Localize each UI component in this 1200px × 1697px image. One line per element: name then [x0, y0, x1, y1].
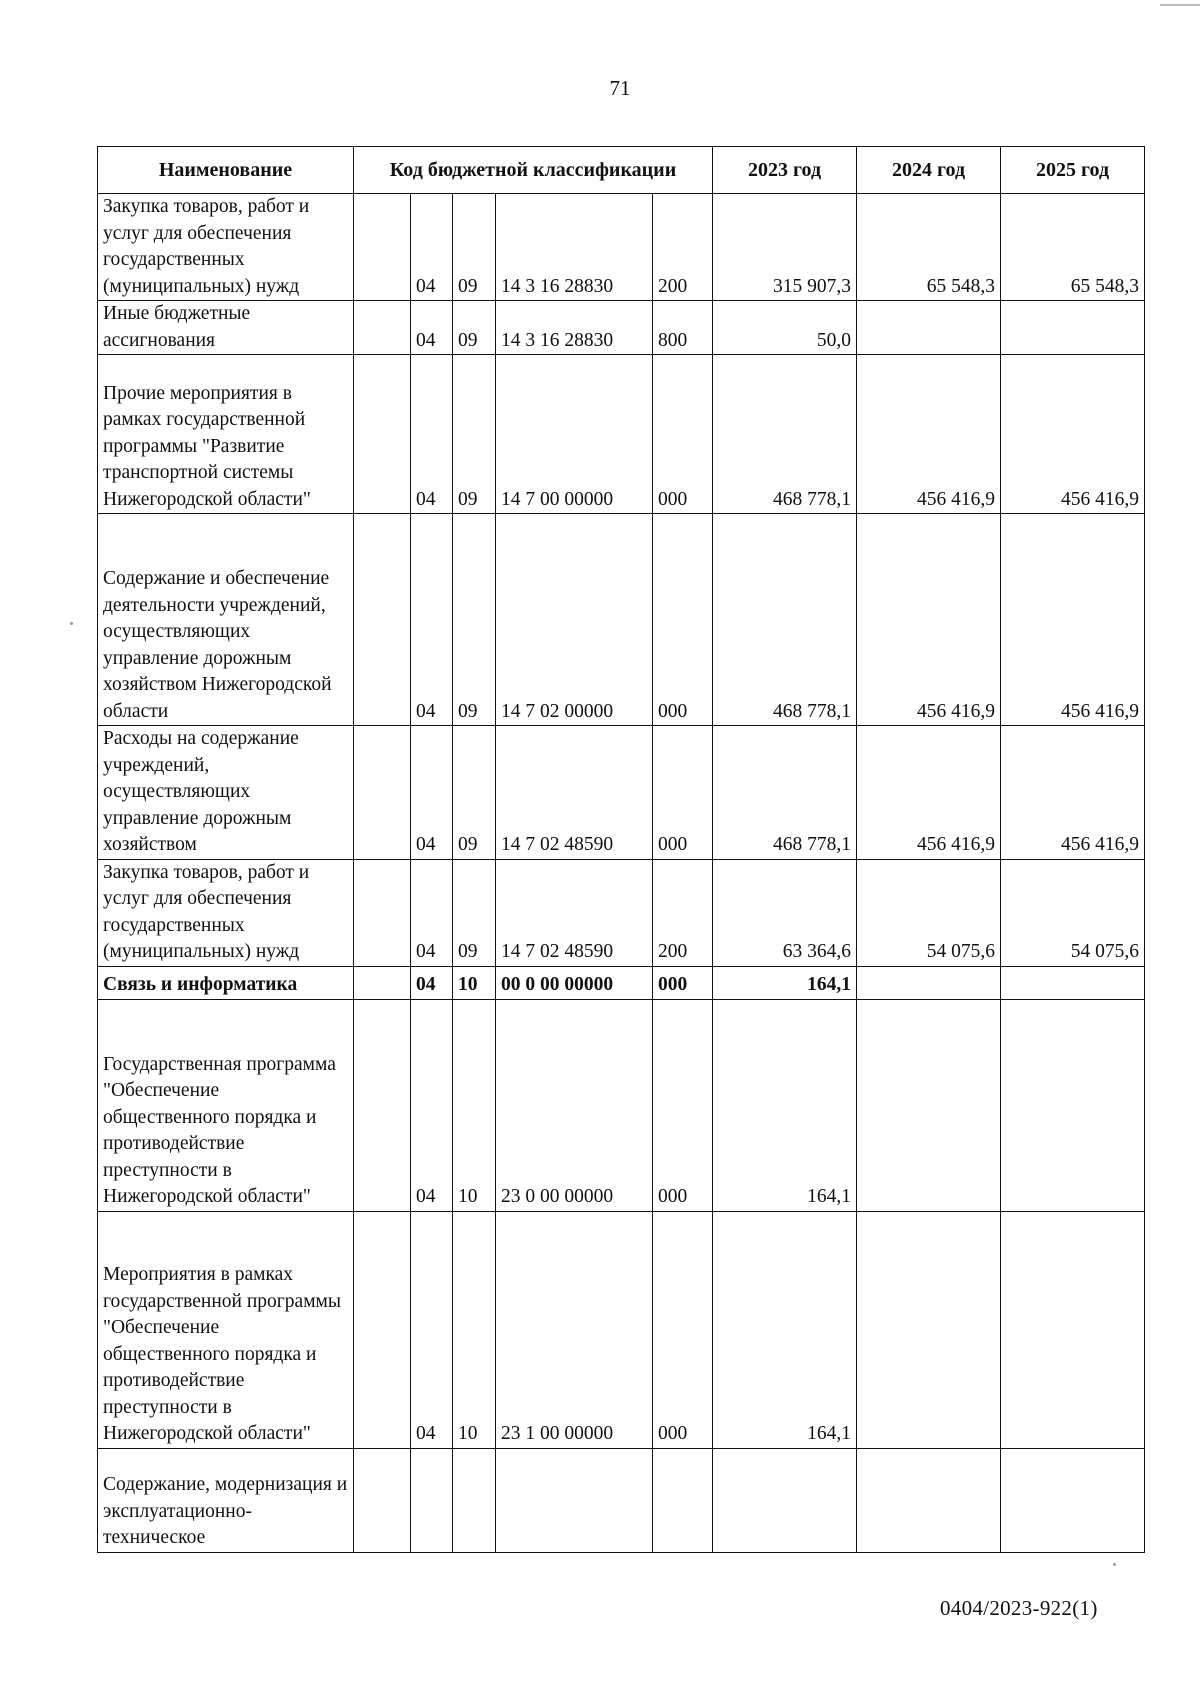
row-section: 04	[411, 194, 453, 301]
row-2023: 164,1	[713, 1211, 857, 1448]
row-type: 000	[653, 999, 713, 1211]
row-name: Прочие мероприятия в рамках государственной программы "Развитие транспортной системы Нижегородской области"	[98, 355, 354, 514]
row-name: Иные бюджетные ассигнования	[98, 301, 354, 355]
row-blank-cell	[354, 999, 411, 1211]
row-2024: 456 416,9	[857, 726, 1001, 860]
row-type: 200	[653, 194, 713, 301]
row-subsection: 09	[453, 514, 496, 726]
row-name: Связь и информатика	[98, 966, 354, 999]
table-row	[98, 301, 1145, 355]
row-2025	[1001, 966, 1145, 999]
row-section: 04	[411, 966, 453, 999]
row-2025	[1001, 1448, 1145, 1552]
row-2023: 164,1	[713, 999, 857, 1211]
row-section: 04	[411, 301, 453, 355]
header-code: Код бюджетной классификации	[354, 147, 713, 194]
table-row	[98, 1448, 1145, 1552]
scan-speck	[1113, 1563, 1116, 1566]
row-subsection: 10	[453, 999, 496, 1211]
row-2024: 54 075,6	[857, 859, 1001, 966]
row-2023: 164,1	[713, 966, 857, 999]
row-target: 14 3 16 28830	[496, 301, 653, 355]
table-row	[98, 1211, 1145, 1448]
header-2025: 2025 год	[1001, 147, 1145, 194]
row-name: Государственная программа "Обеспечение общественного порядка и противодействие преступности в Нижегородской области"	[98, 999, 354, 1211]
row-2023: 50,0	[713, 301, 857, 355]
row-2025: 54 075,6	[1001, 859, 1145, 966]
row-subsection: 09	[453, 301, 496, 355]
row-subsection: 09	[453, 355, 496, 514]
budget-table	[97, 146, 1145, 1553]
table-row	[98, 726, 1145, 860]
row-target: 00 0 00 00000	[496, 966, 653, 999]
row-2023: 468 778,1	[713, 726, 857, 860]
row-2024	[857, 966, 1001, 999]
row-section: 04	[411, 999, 453, 1211]
header-2024: 2024 год	[857, 147, 1001, 194]
row-blank-cell	[354, 1211, 411, 1448]
row-type: 000	[653, 1211, 713, 1448]
table-row	[98, 999, 1145, 1211]
row-2025: 456 416,9	[1001, 514, 1145, 726]
table-row	[98, 514, 1145, 726]
row-section: 04	[411, 859, 453, 966]
row-2025: 456 416,9	[1001, 726, 1145, 860]
row-2025: 456 416,9	[1001, 355, 1145, 514]
row-subsection	[453, 1448, 496, 1552]
page-number: 71	[609, 76, 631, 100]
row-section: 04	[411, 355, 453, 514]
row-2025	[1001, 301, 1145, 355]
row-section	[411, 1448, 453, 1552]
table-row	[98, 355, 1145, 514]
row-2024	[857, 301, 1001, 355]
row-name: Содержание, модернизация и эксплуатационно-техническое	[98, 1448, 354, 1552]
table-header-row	[98, 147, 1145, 194]
row-subsection: 10	[453, 1211, 496, 1448]
row-2024: 456 416,9	[857, 355, 1001, 514]
row-blank-cell	[354, 514, 411, 726]
row-section: 04	[411, 514, 453, 726]
row-2025: 65 548,3	[1001, 194, 1145, 301]
row-target	[496, 1448, 653, 1552]
row-name: Закупка товаров, работ и услуг для обеспечения государственных (муниципальных) нужд	[98, 859, 354, 966]
table-body	[98, 194, 1145, 1553]
row-2023	[713, 1448, 857, 1552]
row-target: 14 7 00 00000	[496, 355, 653, 514]
row-target: 23 1 00 00000	[496, 1211, 653, 1448]
row-blank-cell	[354, 859, 411, 966]
row-2024: 456 416,9	[857, 514, 1001, 726]
table-row	[98, 194, 1145, 301]
row-type: 200	[653, 859, 713, 966]
row-subsection: 09	[453, 194, 496, 301]
row-type	[653, 1448, 713, 1552]
row-target: 14 7 02 48590	[496, 859, 653, 966]
row-2023: 63 364,6	[713, 859, 857, 966]
row-type: 800	[653, 301, 713, 355]
row-2023: 315 907,3	[713, 194, 857, 301]
row-2023: 468 778,1	[713, 355, 857, 514]
row-blank-cell	[354, 194, 411, 301]
row-blank-cell	[354, 301, 411, 355]
row-section: 04	[411, 726, 453, 860]
row-target: 14 7 02 48590	[496, 726, 653, 860]
row-blank-cell	[354, 355, 411, 514]
row-name: Закупка товаров, работ и услуг для обеспечения государственных (муниципальных) нужд	[98, 194, 354, 301]
row-subsection: 10	[453, 966, 496, 999]
header-name: Наименование	[98, 147, 354, 194]
row-blank-cell	[354, 726, 411, 860]
row-2025	[1001, 1211, 1145, 1448]
row-type: 000	[653, 514, 713, 726]
row-type: 000	[653, 726, 713, 860]
row-name: Мероприятия в рамках государственной программы "Обеспечение общественного порядка и противодействие преступности в Нижегородской области"	[98, 1211, 354, 1448]
row-blank-cell	[354, 1448, 411, 1552]
row-2025	[1001, 999, 1145, 1211]
row-target: 23 0 00 00000	[496, 999, 653, 1211]
row-2023: 468 778,1	[713, 514, 857, 726]
row-subsection: 09	[453, 859, 496, 966]
row-target: 14 3 16 28830	[496, 194, 653, 301]
scan-edge-mark	[1160, 4, 1200, 6]
row-name: Расходы на содержание учреждений, осуществляющих управление дорожным хозяйством	[98, 726, 354, 860]
row-2024	[857, 1211, 1001, 1448]
row-blank-cell	[354, 966, 411, 999]
row-2024: 65 548,3	[857, 194, 1001, 301]
header-2023: 2023 год	[713, 147, 857, 194]
table-row	[98, 966, 1145, 999]
row-target: 14 7 02 00000	[496, 514, 653, 726]
row-subsection: 09	[453, 726, 496, 860]
row-section: 04	[411, 1211, 453, 1448]
row-2024	[857, 1448, 1001, 1552]
row-2024	[857, 999, 1001, 1211]
table-row	[98, 859, 1145, 966]
row-name: Содержание и обеспечение деятельности учреждений, осуществляющих управление дорожным хозяйством Нижегородской области	[98, 514, 354, 726]
scan-speck	[70, 622, 73, 625]
row-type: 000	[653, 355, 713, 514]
document-id: 0404/2023-922(1)	[940, 1596, 1098, 1620]
row-type: 000	[653, 966, 713, 999]
